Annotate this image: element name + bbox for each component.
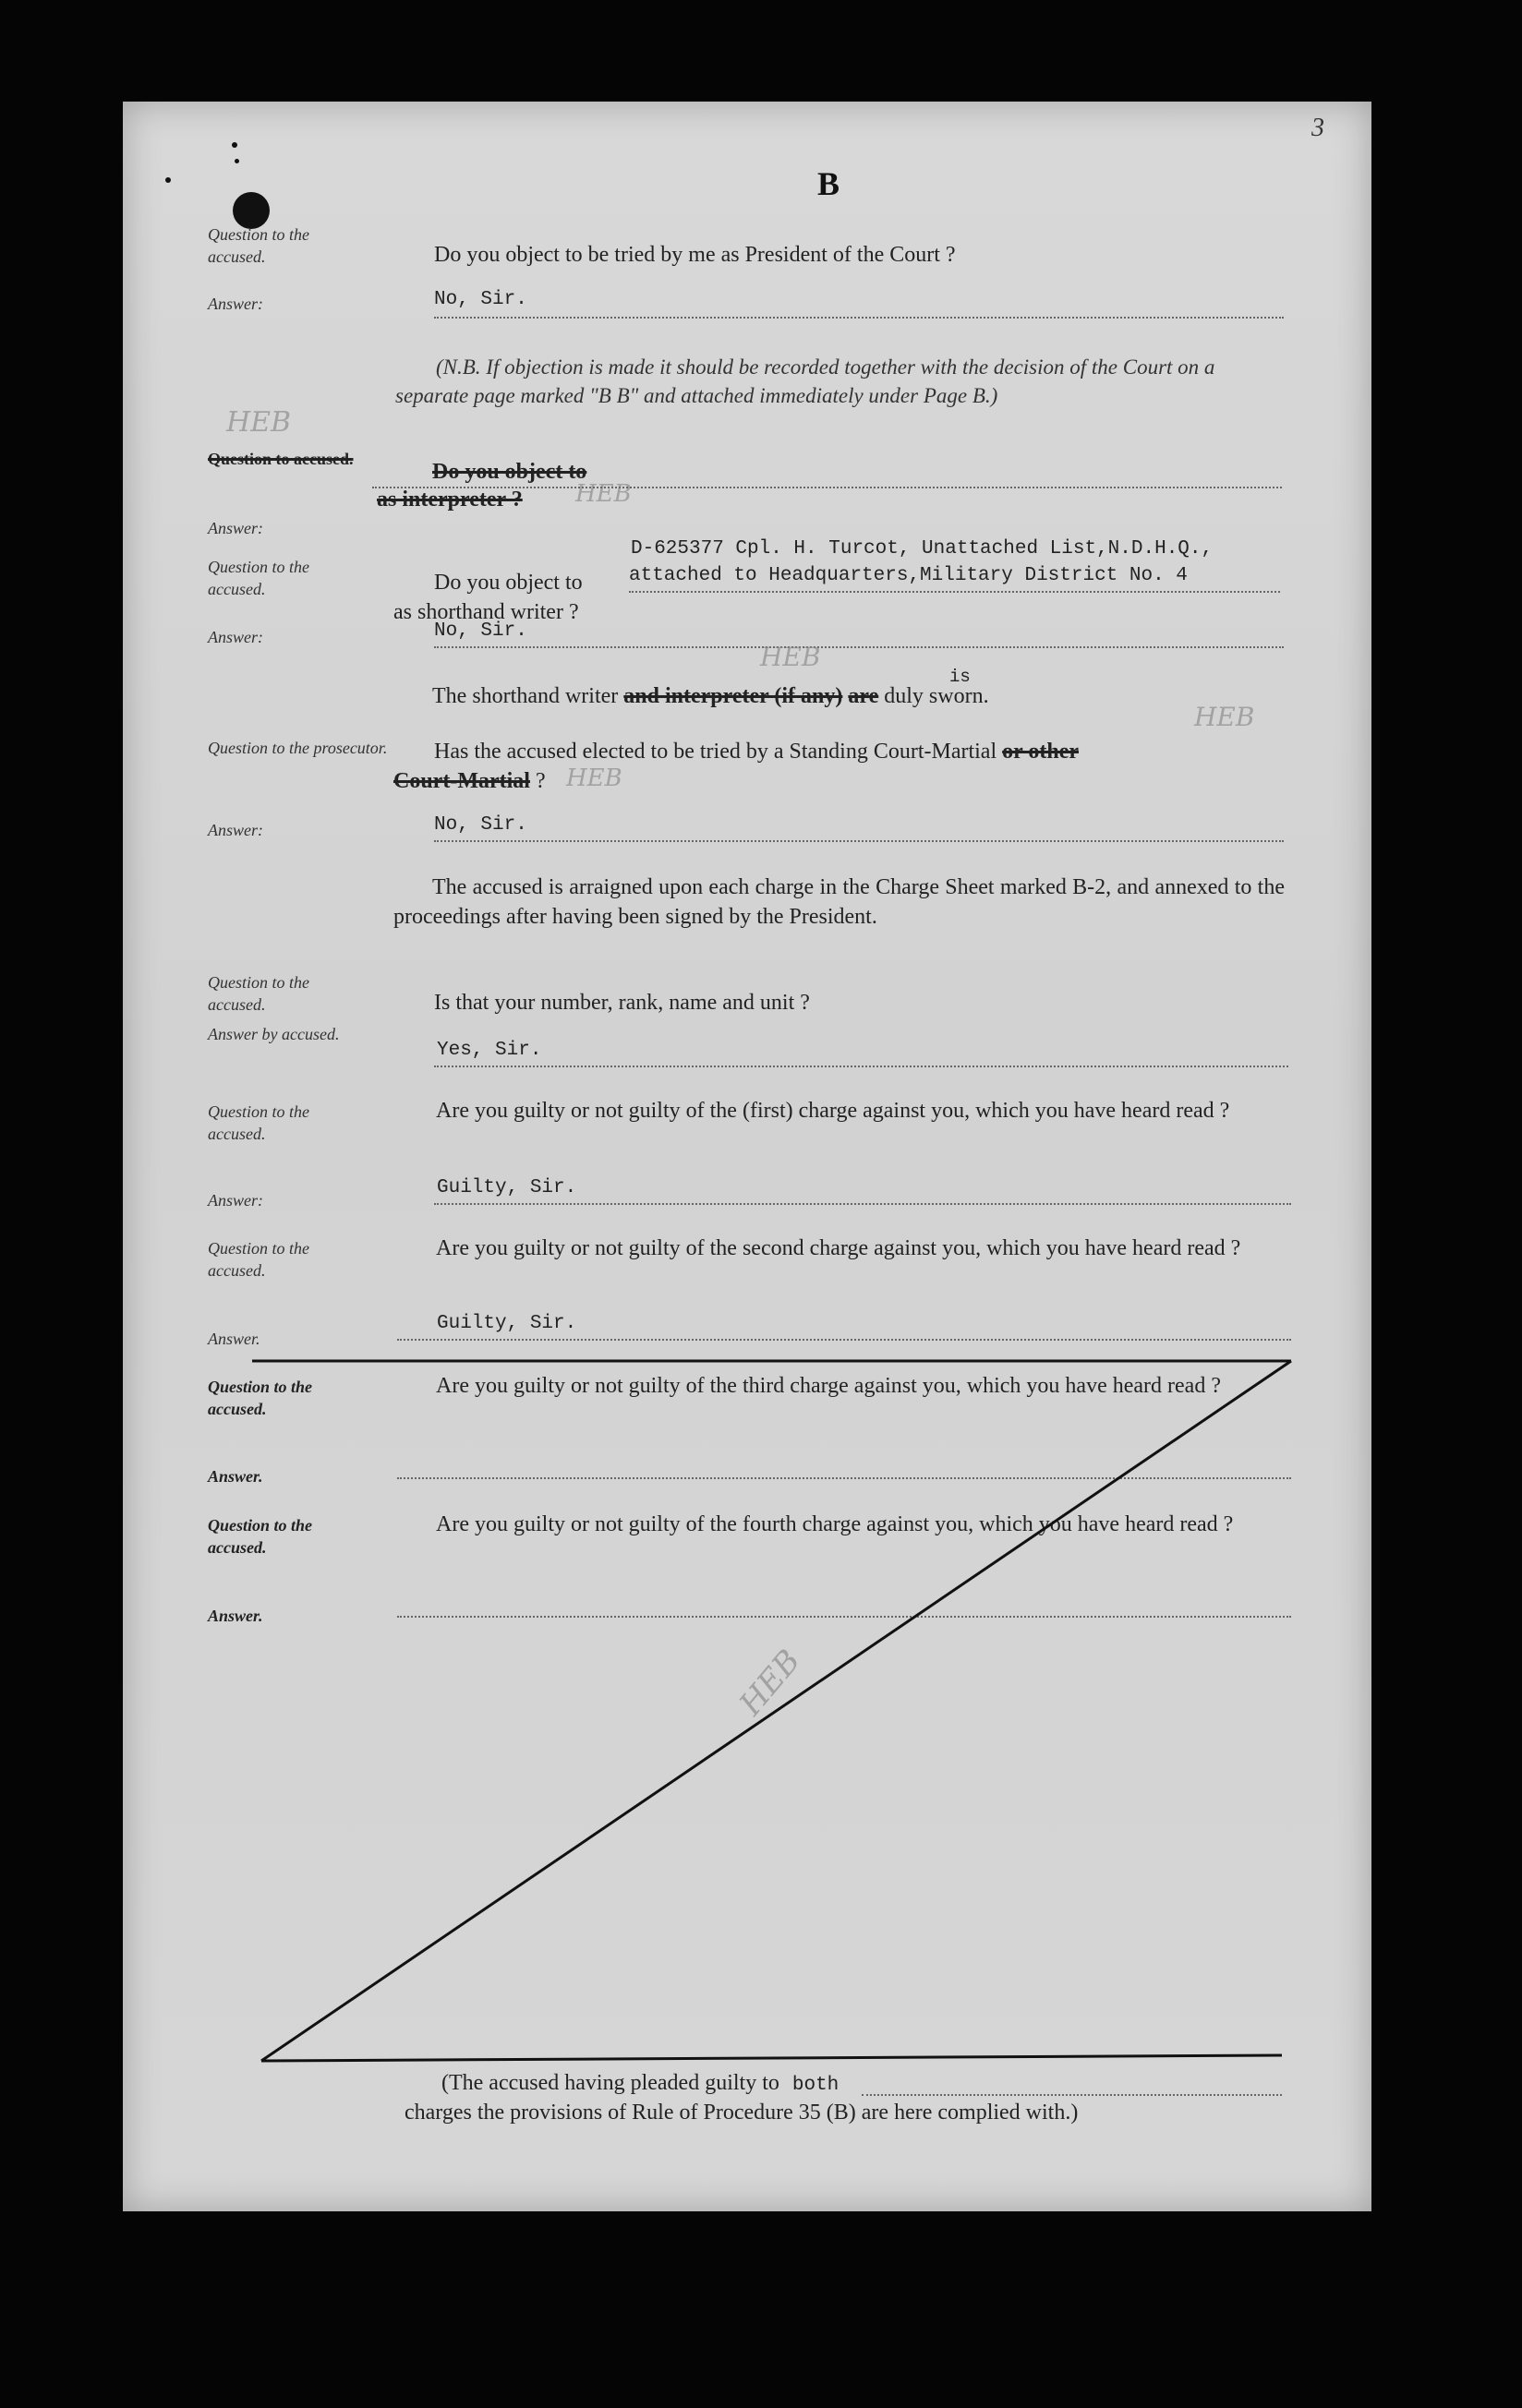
- handwritten-initials: HEB: [575, 480, 632, 508]
- answer-value: No, Sir.: [434, 814, 527, 836]
- handwritten-initials: HEB: [566, 765, 622, 792]
- handwritten-initials: HEB: [226, 406, 292, 439]
- arraigned-statement: The accused is arraigned upon each charge in the Charge Sheet marked B-2, and annexed to the proceedings after having been signed by the President.: [393, 875, 1285, 929]
- question-label: Question to the accused.: [208, 1516, 313, 1557]
- struck-label: Question to accused.: [208, 450, 354, 468]
- page-title: B: [817, 165, 840, 202]
- question-3: Has the accused elected to be tried by a Standing Court-Martial: [434, 740, 997, 764]
- question-3-struck-line2: Court-Martial: [393, 769, 530, 793]
- question-8: Are you guilty or not guilty of the fourth charge against you, which you have heard read ?: [436, 1512, 1234, 1536]
- handwritten-initials: HEB: [732, 1643, 808, 1723]
- cancellation-marks: [123, 102, 1371, 2211]
- answer-label: Answer:: [208, 519, 263, 537]
- question-label: Question to the accused.: [208, 558, 309, 598]
- question-7: Are you guilty or not guilty of the third charge against you, which you have heard read ?: [436, 1374, 1221, 1398]
- question-2-start: Do you object to: [434, 571, 583, 595]
- question-label: Question to the accused.: [208, 1102, 309, 1143]
- answer-value: No, Sir.: [434, 289, 527, 310]
- sworn-pre: The shorthand writer: [432, 684, 619, 708]
- question-label: Question to the prosecutor.: [208, 739, 388, 757]
- answer-value: Yes, Sir.: [437, 1040, 542, 1061]
- cancel-diagonal: [261, 1361, 1291, 2061]
- answer-label: Answer by accused.: [208, 1025, 340, 1043]
- struck-question-2: as interpreter ?: [377, 488, 523, 512]
- question-5: Are you guilty or not guilty of the (first) charge against you, which you have heard read ?: [436, 1099, 1230, 1123]
- handwritten-initials: HEB: [1194, 702, 1255, 732]
- answer-label: Answer:: [208, 295, 263, 313]
- question-2-end: as shorthand writer ?: [393, 600, 579, 624]
- inserted-word: is: [949, 667, 971, 687]
- question-mark: ?: [535, 769, 546, 793]
- question-label: Question to the accused.: [208, 973, 309, 1014]
- answer-label: Answer.: [208, 1607, 263, 1625]
- sworn-struck-2: are: [848, 684, 879, 708]
- answer-value: Guilty, Sir.: [437, 1313, 577, 1334]
- question-4: Is that your number, rank, name and unit ?: [434, 991, 810, 1015]
- question-label: Question to the accused.: [208, 1239, 309, 1280]
- sworn-post: duly sworn.: [884, 684, 989, 708]
- answer-label: Answer.: [208, 1330, 260, 1348]
- document-page: [123, 102, 1371, 2211]
- footer-line-1-text: (The accused having pleaded guilty to: [441, 2071, 779, 2095]
- footer-line-1: [441, 2068, 839, 2101]
- answer-value: No, Sir.: [434, 620, 527, 642]
- footer-fill: both: [791, 2075, 840, 2096]
- question-label: Question to the accused.: [208, 1378, 313, 1418]
- cancel-bottom-rule: [261, 2055, 1282, 2061]
- typed-insertion-1: D-625377 Cpl. H. Turcot, Unattached List,N.D.H.Q.,: [631, 538, 1214, 560]
- question-6: Are you guilty or not guilty of the second charge against you, which you have heard read ?: [436, 1236, 1241, 1260]
- answer-label: Answer.: [208, 1467, 263, 1486]
- answer-label: Answer:: [208, 628, 263, 646]
- footer-line-2: charges the provisions of Rule of Procedure 35 (B) are here complied with.): [405, 2101, 1079, 2125]
- question-label: Question to the accused.: [208, 225, 309, 266]
- answer-label: Answer:: [208, 1191, 263, 1210]
- handwritten-initials: HEB: [760, 642, 821, 672]
- footer-fill-line: [862, 2094, 1282, 2096]
- answer-label: Answer:: [208, 821, 263, 839]
- sworn-struck-1: and interpreter (if any): [623, 684, 843, 708]
- answer-value: Guilty, Sir.: [437, 1177, 577, 1198]
- nb-note: (N.B. If objection is made it should be recorded together with the decision of the Court on a separate page marked "B B" and attached immediately under Page B.): [395, 355, 1215, 407]
- question-1: Do you object to be tried by me as President of the Court ?: [434, 243, 956, 267]
- page-number: 3: [1311, 114, 1324, 142]
- question-3-struck: or other: [1002, 740, 1080, 764]
- struck-question-1: Do you object to: [432, 460, 587, 484]
- typed-insertion-2: attached to Headquarters,Military District No. 4: [629, 565, 1188, 586]
